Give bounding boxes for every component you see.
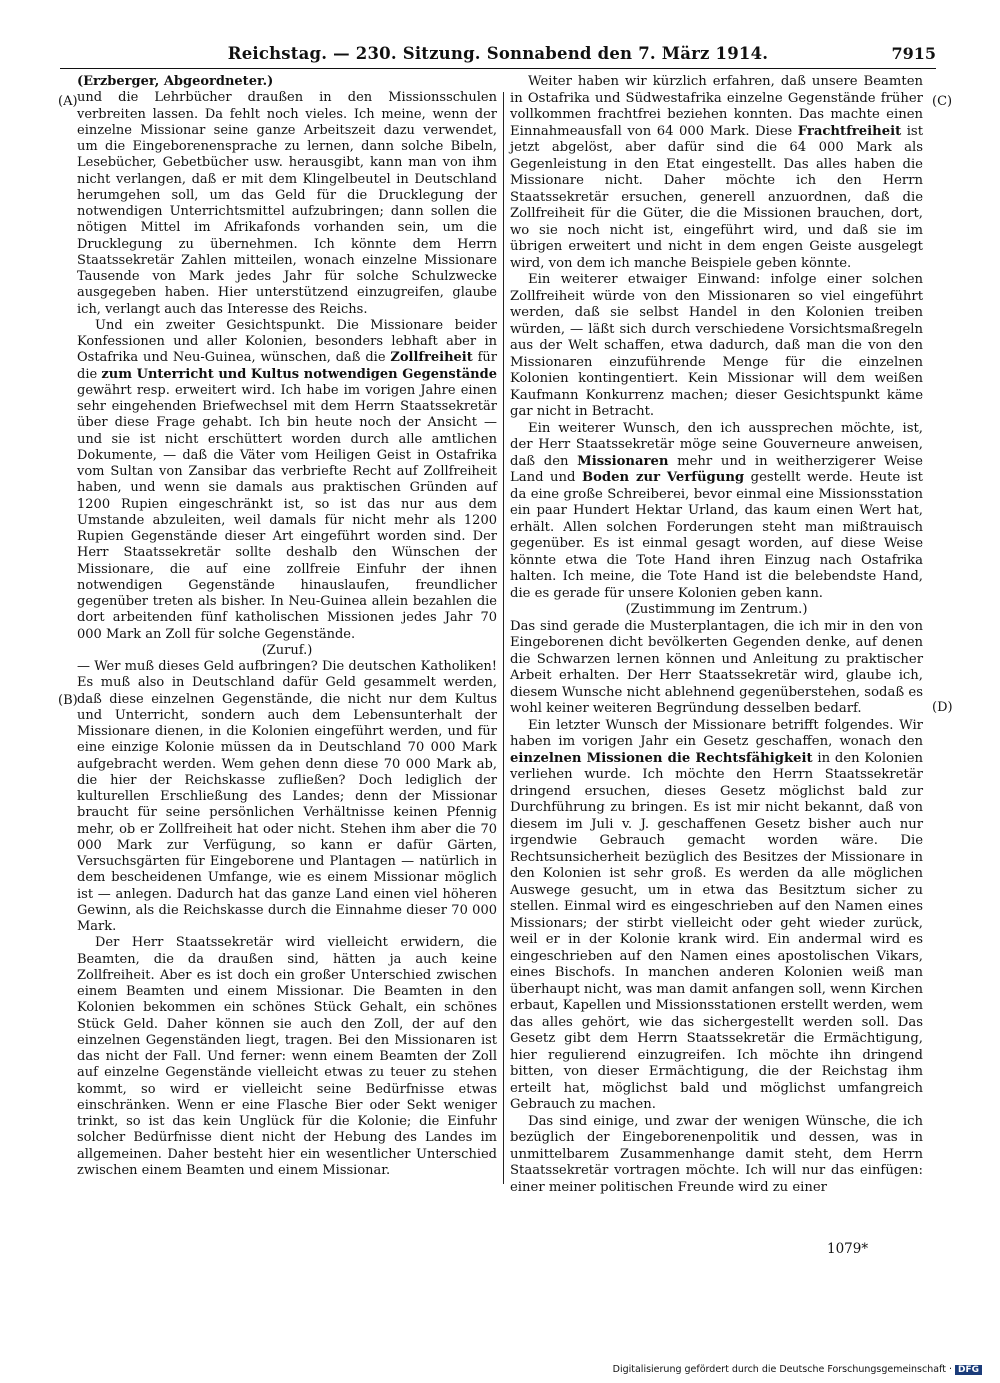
text-run: Ein weiterer Wunsch, den ich aussprechen möchte, ist, der Herr Staatssekretär möge seine Gouverneure anweisen, daß den xyxy=(510,420,923,469)
text-run: Ein letzter Wunsch der Missionare betrifft folgendes. Wir haben im vorigen Jahr ein Gesetz geschaffen, wonach den xyxy=(510,717,923,749)
emphasis-text: zum Unterricht und Kultus notwendigen Gegenstände xyxy=(101,366,497,382)
paragraph: und die Lehrbücher draußen in den Missionsschulen verbreiten lassen. Da fehlt noch vieles. Ich meine, wenn der einzelne Missionar seine ganze Arbeitszeit dazu verwendet, um die Eingeborenensprache zu lernen, dann solche Bibeln, Lesebücher, Gebetbücher usw. herausgibt, kann man von ihm nicht verlangen, daß er mit dem Klingelbeutel in Deutschland herumgehen soll, um das Geld für die Drucklegung der notwendigen Unterrichtsmittel aufzubringen; dann sollen die nötigen Mittel im Afrikafonds vorhanden sein, um die Drucklegung zu übernehmen. Ich könnte dem Herrn Staatssekretär Zahlen mitteilen, wonach einzelne Missionare Tausende von Mark jedes Jahr für solche Schulzwecke ausgegeben haben. Hier unterstützend einzugreifen, glaube ich, verlangt auch das Interesse des Reichs. xyxy=(77,90,497,317)
header-title: Reichstag. — 230. Sitzung. Sonnabend den 7. März 1914. xyxy=(227,44,769,63)
emphasis-text: Missionaren xyxy=(577,453,669,469)
text-run: gestellt werde. Heute ist da eine große Schreiberei, bevor einmal eine Missionsstation ein paar Hundert Hektar Urland, das kaum einen Wert hat, erhält. Allen solchen Forderungen steht man mißtrauisch gegenüber. Es ist einmal gesagt worden, auf diese Weise könnte etwa die Tote Hand ihren Einzug nach Ostafrika halten. Ich meine, die Tote Hand ist die belebendste Hand, die es gerade für unsere Kolonien geben kann. xyxy=(510,470,923,601)
page-header xyxy=(60,44,936,69)
paragraph xyxy=(77,318,497,643)
paragraph xyxy=(510,421,923,603)
text-run: für die xyxy=(77,350,498,382)
emphasis-text: Zollfreiheit xyxy=(390,350,473,366)
text-run: Und ein zweiter Gesichtspunkt. Die Missionare beider Konfessionen und aller Kolonien, besonders lebhaft aber in Ostafrika und Neu-Guinea, wünschen, daß die xyxy=(77,317,497,366)
text-run: Weiter haben wir kürzlich erfahren, daß unsere Beamten in Ostafrika und Südwestafrika einzelne Gegenstände früher vollkommen frachtfrei beziehen konnten. Das machte einen Einnahmeausfall von 64 000 Mark. Diese xyxy=(510,74,923,139)
paragraph: Das sind gerade die Musterplantagen, die ich mir in den von Eingeborenen dicht bevölkerten Gegenden denke, auf denen die Schwarzen lernen können und Anleitung zu praktischer Arbeit erhalten. Der Herr Staatssekretär wird, glaube ich, diesem Wunsche nicht ablehnend gegenüberstehen, sodaß es wohl keiner weiteren Begründung desselben bedarf. xyxy=(510,618,923,716)
text-run: in den Kolonien verliehen wurde. Ich möchte den Herrn Staatssekretär dringend ersuchen, dieses Gesetz möglichst bald zur Durchführung zu bringen. Es ist mir nicht bekannt, daß von diesem im Juli v. J. geschaffenen Gesetz bisher auch nur irgendwie Gebrauch gemacht worden wäre. Die Rechtsunsicherheit bezüglich des Besitzes der Missionare in den Kolonien ist sehr groß. Es werden da alle möglichen Auswege gesucht, um in etwa das Besitztum sicher zu stellen. Einmal wird es eingeschrieben auf den Namen eines Missionars; der stirbt vielleicht oder geht wieder zurück, weil er in der Kolonie krank wird. Ein andermal wird es eingeschrieben auf den Namen eines apostolischen Vikars, eines Bischofs. In manchen anderen Kolonien weiß man überhaupt nicht, was man damit anfangen soll, wenn Kirchen erbaut, Kapellen und Missionsstationen erstellt werden, wem das alles gehört, wie das sichergestellt werden soll. Das Gesetz gibt dem Herrn Staatssekretär die Ermächtigung, hier regulierend einzugreifen. Ich möchte ihn dringend bitten, von dieser Ermächtigung, die der Reichstag ihm erteilt hat, möglichst bald und möglichst umfangreich Gebrauch zu machen. xyxy=(510,750,923,1112)
text-run: gewährt resp. erweitert wird. Ich habe im vorigen Jahre einen sehr eingehenden Briefwechsel mit dem Herrn Staatssekretär über diese Frage gehabt. Ich bin heute noch der Ansicht — und sie ist nicht erschüttert worden durch alle amtlichen Dokumente, — daß die Väter vom Heiligen Geist in Ostafrika vom Sultan von Zansibar das verbriefte Recht auf Zollfreiheit haben, und wenn sie damals aus praktischen Gründen auf 1200 Rupien eingeschränkt ist, so ist das nur aus dem Umstande abzuleiten, weil damals für nicht mehr als 1200 Rupien Gegenstände dieser Art eingeführt worden sind. Der Herr Staatssekretär sollte deshalb den Wünschen der Missionare, die auf eine zollfreie Einfuhr der ihnen notwendigen Gegenstände hinauslaufen, freundlicher gegenüber treten als bisher. In Neu-Guinea allein bezahlen die dort arbeitenden fünf katholischen Missionen jedes Jahr 70 000 Mark an Zoll für solche Gegenstände. xyxy=(77,382,497,642)
margin-marker-d: (D) xyxy=(932,700,953,715)
paragraph: — Wer muß dieses Geld aufbringen? Die deutschen Katholiken! Es muß also in Deutschland dafür Geld gesammelt werden, daß diese einzelnen Gegenstände, die nicht nur dem Kultus und Unterricht, sondern auch dem Lebensunterhalt der Missionare dienen, in die Kolonien eingeführt werden, und für eine einzige Kolonie müssen da in Deutschland 70 000 Mark aufgebracht werden. Wem gehen denn diese 70 000 Mark ab, die hier der Reichskasse zufließen? Doch lediglich der kulturellen Erschließung des Landes; denn der Missionar braucht für seine persönlichen Verhältnisse keinen Pfennig mehr, ob er Zollfreiheit hat oder nicht. Stehen ihm aber die 70 000 Mark zur Verfügung, so kann er dafür Gärten, Versuchsgärten für Eingeborene und Plantagen — natürlich in dem bescheidenen Umfange, wie es einem Missionar möglich ist — anlegen. Dadurch hat das ganze Land einen viel höheren Gewinn, als die Reichskasse durch die Einnahme dieser 70 000 Mark. xyxy=(77,659,497,934)
interjection: (Zuruf.) xyxy=(261,642,313,658)
footer-text: Digitalisierung gefördert durch die Deutsche Forschungsgemeinschaft · xyxy=(612,1364,952,1375)
left-column xyxy=(77,74,497,1179)
emphasis-text: Boden zur Verfügung xyxy=(581,470,745,485)
margin-marker-c: (C) xyxy=(932,94,953,109)
sheet-number: 1079* xyxy=(827,1241,869,1257)
paragraph xyxy=(510,74,923,272)
right-column xyxy=(510,74,923,1196)
margin-marker-b: (B) xyxy=(58,693,78,708)
dfg-logo: DFG xyxy=(955,1365,982,1375)
paragraph: Der Herr Staatssekretär wird vielleicht erwidern, die Beamten, die da draußen sind, hätten ja auch keine Zollfreiheit. Aber es ist doch ein großer Unterschied zwischen einem Beamten und einem Missionar. Die Beamten in den Kolonien bekommen ein schönes Stück Gehalt, ein schönes Stück Geld. Daher können sie auch den Zoll, der auf den einzelnen Gegenständen liegt, tragen. Bei den Missionaren ist das nicht der Fall. Und ferner: wenn einem Beamten der Zoll auf einzelne Gegenstände vielleicht etwas zu teuer zu stehen kommt, so wird er vielleicht seine Bedürfnisse etwas einschränken. Wenn er eine Flasche Bier oder Sekt weniger trinkt, so ist das kein Unglück für die Kolonie; die Einfuhr solcher Bedürfnisse dient nicht der Hebung des Landes im allgemeinen. Daher besteht hier ein wesentlicher Unterschied zwischen einem Beamten und einem Missionar. xyxy=(77,935,497,1178)
page-number: 7915 xyxy=(891,44,936,63)
paragraph xyxy=(510,718,923,1114)
text-run: mehr und in weitherzigerer Weise Land und xyxy=(510,453,923,485)
emphasis-text: einzelnen Missionen die Rechtsfähigkeit xyxy=(510,750,813,766)
text-run: ist jetzt abgelöst, aber dafür sind die 64 000 Mark als Gegenleistung in den Etat eingestellt. Das alles haben die Missionare nicht. Daher möchte ich den Herrn Staatssekretär ersuchen, generell anzuordnen, daß die Zollfreiheit für die Güter, die die Missionen brauchen, dort, wo sie noch nicht ist, eingeführt wird, und daß sie im übrigen erweitert und nicht in dem engen Geiste ausgelegt wird, von dem ich manche Beispiele geben könnte. xyxy=(510,123,923,271)
paragraph: Das sind einige, und zwar der wenigen Wünsche, die ich bezüglich der Eingeborenenpolitik und dessen, was in unmittelbarem Zusammenhange damit steht, dem Herrn Staatssekretär vortragen möchte. Ich will nur das einfügen: einer meiner politischen Freunde wird zu einer xyxy=(510,1113,923,1195)
speaker-label: (Erzberger, Abgeordneter.) xyxy=(77,74,274,89)
interjection: (Zustimmung im Zentrum.) xyxy=(625,602,808,617)
footer-credit xyxy=(613,1364,982,1375)
column-divider xyxy=(503,92,504,1184)
emphasis-text: Frachtfreiheit xyxy=(797,123,902,139)
paragraph: Ein weiterer etwaiger Einwand: infolge einer solchen Zollfreiheit würde von den Missionaren so viel eingeführt werden, daß sie selbst Handel in den Kolonien treiben würden, — läßt sich durch verschiedene Vorsichtsmaßregeln aus der Welt schaffen, etwa dadurch, daß man die von den Missionaren einzuführende Menge für die einzelnen Kolonien kontingentiert. Kein Missionar will dem weißen Kaufmann Konkurrenz machen; dieser Gesichtspunkt käme gar nicht in Betracht. xyxy=(510,272,923,419)
margin-marker-a: (A) xyxy=(58,94,78,109)
